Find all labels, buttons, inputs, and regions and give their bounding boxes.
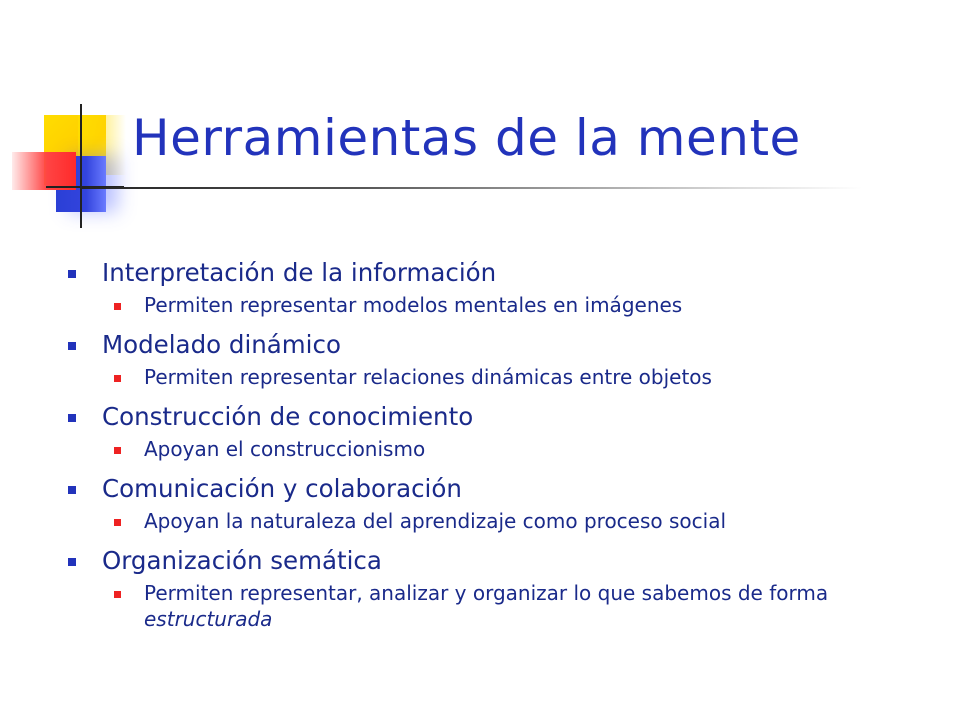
list-item-text: Organización semática bbox=[102, 546, 382, 575]
vertical-line bbox=[80, 104, 82, 228]
sub-list-item-text: Permiten representar modelos mentales en imágenes bbox=[144, 293, 683, 317]
sub-list-item bbox=[66, 580, 926, 632]
square-bullet-icon bbox=[68, 558, 76, 566]
slide-title: Herramientas de la mente bbox=[132, 109, 801, 167]
list-item bbox=[66, 254, 926, 292]
list-item-text: Modelado dinámico bbox=[102, 330, 341, 359]
list-item-text: Comunicación y colaboración bbox=[102, 474, 462, 503]
sub-list-item-text: Apoyan el construccionismo bbox=[144, 437, 426, 461]
sub-list-item-text: Permiten representar relaciones dinámicas entre objetos bbox=[144, 365, 712, 389]
square-bullet-icon bbox=[68, 486, 76, 494]
title-underline bbox=[82, 187, 862, 189]
sub-list-item bbox=[66, 292, 926, 318]
list-item bbox=[66, 542, 926, 580]
red-square bbox=[12, 152, 76, 190]
square-bullet-icon bbox=[68, 270, 76, 278]
emphasized-text: estructurada bbox=[144, 607, 273, 631]
sub-list-item bbox=[66, 508, 926, 534]
sub-list-item bbox=[66, 436, 926, 462]
square-bullet-icon bbox=[114, 447, 121, 454]
logo-decoration bbox=[0, 0, 140, 230]
square-bullet-icon bbox=[114, 519, 121, 526]
list-item bbox=[66, 326, 926, 364]
square-bullet-icon bbox=[114, 591, 121, 598]
square-bullet-icon bbox=[68, 414, 76, 422]
list-item-text: Construcción de conocimiento bbox=[102, 402, 474, 431]
sub-list-item bbox=[66, 364, 926, 390]
square-bullet-icon bbox=[68, 342, 76, 350]
list-item bbox=[66, 470, 926, 508]
bullet-list bbox=[66, 252, 926, 640]
sub-list-item-text: Apoyan la naturaleza del aprendizaje como proceso social bbox=[144, 509, 727, 533]
sub-list-item-text: Permiten representar, analizar y organizar lo que sabemos de forma bbox=[144, 581, 829, 605]
list-item-text: Interpretación de la información bbox=[102, 258, 497, 287]
square-bullet-icon bbox=[114, 375, 121, 382]
list-item bbox=[66, 398, 926, 436]
square-bullet-icon bbox=[114, 303, 121, 310]
